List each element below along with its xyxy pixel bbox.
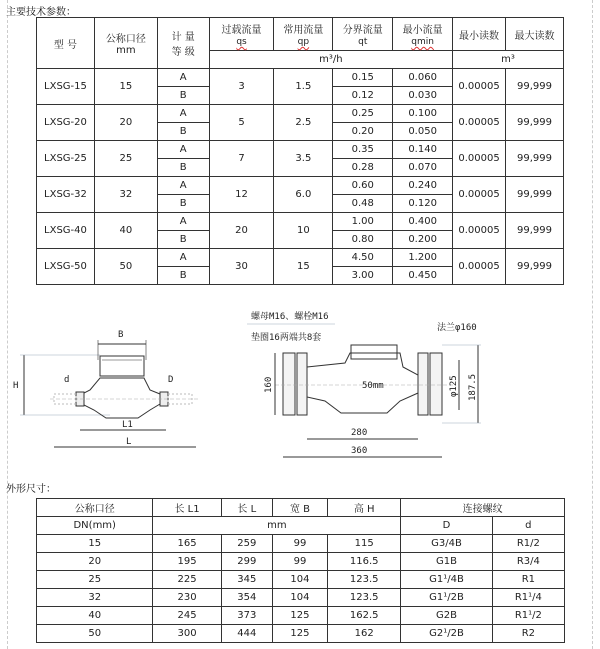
bolt-note: 螺母M16、螺栓M16 (251, 312, 329, 322)
cell-class: A (157, 213, 209, 231)
cell-dn: 32 (94, 177, 157, 213)
header-transition-flow: 分界流量 qt (333, 18, 393, 51)
flanged-meter-diagram (215, 305, 485, 470)
label-b: B (118, 330, 124, 340)
cell-h: 123.5 (328, 589, 401, 607)
cell-max-reading: 99,999 (506, 141, 564, 177)
cell-transition-flow: 0.20 (333, 123, 393, 141)
cell-class: B (157, 231, 209, 249)
cell-min-flow: 0.100 (393, 105, 453, 123)
left-margin-guide (7, 0, 8, 649)
label-phi125: φ125 (449, 375, 459, 397)
label-l: L (126, 437, 132, 447)
cell-min-flow: 1.200 (393, 249, 453, 267)
cell-class: B (157, 123, 209, 141)
cell-b: 125 (272, 625, 327, 643)
table-row (37, 141, 564, 159)
cell-common-flow: 6.0 (274, 177, 333, 213)
cell-min-flow: 0.070 (393, 159, 453, 177)
cell-dn: 20 (94, 105, 157, 141)
cell-d: R1/2 (492, 535, 564, 553)
cell-l: 373 (221, 607, 272, 625)
cell-h: 162.5 (328, 607, 401, 625)
table-row (37, 553, 565, 571)
cell-max-reading: 99,999 (506, 249, 564, 285)
cell-d: R1 (492, 571, 564, 589)
cell-b: 99 (272, 553, 327, 571)
cell-model: LXSG-20 (37, 105, 95, 141)
cell-model: LXSG-25 (37, 141, 95, 177)
flange-note: 法兰φ160 (437, 323, 477, 333)
cell-class: A (157, 69, 209, 87)
cell-min-flow: 0.120 (393, 195, 453, 213)
cell-min-reading: 0.00005 (453, 105, 506, 141)
cell-overload-flow: 20 (209, 213, 274, 249)
cell-transition-flow: 0.60 (333, 177, 393, 195)
table-row (37, 213, 564, 231)
cell-min-flow: 0.400 (393, 213, 453, 231)
label-360: 360 (351, 446, 368, 456)
header-model: 型 号 (37, 18, 95, 69)
cell-h: 123.5 (328, 571, 401, 589)
label-h: H (13, 381, 19, 391)
cell-overload-flow: 5 (209, 105, 274, 141)
cell-min-flow: 0.450 (393, 267, 453, 285)
cell-b: 125 (272, 607, 327, 625)
cell-min-reading: 0.00005 (453, 249, 506, 285)
cell-D: G2B (401, 607, 492, 625)
cell-transition-flow: 3.00 (333, 267, 393, 285)
header-dn-unit: DN(mm) (37, 517, 153, 535)
left-flange (283, 353, 295, 415)
dimensions-table (36, 498, 565, 643)
cell-min-flow: 0.060 (393, 69, 453, 87)
table-row (37, 571, 565, 589)
table-row (37, 105, 564, 123)
cell-d: R1¹/2 (492, 607, 564, 625)
meter-body (82, 378, 160, 418)
cell-transition-flow: 4.50 (333, 249, 393, 267)
cell-overload-flow: 7 (209, 141, 274, 177)
cell-h: 116.5 (328, 553, 401, 571)
cell-dn: 15 (37, 535, 153, 553)
cell-d: R1¹/4 (492, 589, 564, 607)
cell-min-reading: 0.00005 (453, 213, 506, 249)
cell-min-flow: 0.140 (393, 141, 453, 159)
cell-b: 104 (272, 589, 327, 607)
cell-l1: 245 (153, 607, 221, 625)
header-reading-unit: m³ (453, 51, 564, 69)
cell-min-reading: 0.00005 (453, 177, 506, 213)
header-min-reading: 最小读数 (453, 18, 506, 51)
cell-D: G1B (401, 553, 492, 571)
cell-common-flow: 10 (274, 213, 333, 249)
cell-dn: 25 (37, 571, 153, 589)
cell-transition-flow: 0.48 (333, 195, 393, 213)
header-max-reading: 最大读数 (506, 18, 564, 51)
cell-common-flow: 2.5 (274, 105, 333, 141)
header-overload-flow: 过载流量 qs (209, 18, 274, 51)
cell-max-reading: 99,999 (506, 213, 564, 249)
section-title-tech-params: 主要技术参数： (6, 7, 76, 18)
cell-dn: 40 (37, 607, 153, 625)
label-l1: L1 (122, 420, 133, 430)
cell-overload-flow: 12 (209, 177, 274, 213)
cell-class: B (157, 87, 209, 105)
cell-l1: 300 (153, 625, 221, 643)
cell-common-flow: 15 (274, 249, 333, 285)
cell-min-reading: 0.00005 (453, 69, 506, 105)
cell-dn: 40 (94, 213, 157, 249)
cell-min-flow: 0.200 (393, 231, 453, 249)
cell-min-flow: 0.240 (393, 177, 453, 195)
header-d: d (492, 517, 564, 535)
header-l1: 长 L1 (153, 499, 221, 517)
register-box (100, 356, 144, 376)
cell-transition-flow: 0.80 (333, 231, 393, 249)
cell-l: 354 (221, 589, 272, 607)
cell-model: LXSG-50 (37, 249, 95, 285)
cell-model: LXSG-32 (37, 177, 95, 213)
cell-transition-flow: 0.25 (333, 105, 393, 123)
cell-dn: 50 (37, 625, 153, 643)
table-row (37, 607, 565, 625)
cell-D: G2¹/2B (401, 625, 492, 643)
cell-min-flow: 0.050 (393, 123, 453, 141)
header-nominal: 公称口径 (37, 499, 153, 517)
cell-class: B (157, 195, 209, 213)
cell-b: 99 (272, 535, 327, 553)
label-d-large: D (168, 375, 174, 385)
cell-l1: 230 (153, 589, 221, 607)
cell-d: R3/4 (492, 553, 564, 571)
cell-class: B (157, 267, 209, 285)
cell-dn: 50 (94, 249, 157, 285)
table-row (37, 249, 564, 267)
header-flow-unit: m³/h (209, 51, 452, 69)
table-row (37, 69, 564, 87)
cell-transition-flow: 0.35 (333, 141, 393, 159)
cell-transition-flow: 0.15 (333, 69, 393, 87)
cell-D: G3/4B (401, 535, 492, 553)
cell-l1: 225 (153, 571, 221, 589)
header-min-flow: 最小流量 qmin (393, 18, 453, 51)
header-nominal-diameter: 公称口径 mm (94, 18, 157, 69)
flanged-register (351, 345, 397, 359)
header-l: 长 L (221, 499, 272, 517)
right-flange (418, 353, 428, 415)
cell-l: 345 (221, 571, 272, 589)
header-b: 宽 B (272, 499, 327, 517)
cell-max-reading: 99,999 (506, 69, 564, 105)
table-row (37, 535, 565, 553)
cell-d: R2 (492, 625, 564, 643)
cell-class: B (157, 159, 209, 177)
cell-h: 162 (328, 625, 401, 643)
cell-dn: 15 (94, 69, 157, 105)
cell-l: 444 (221, 625, 272, 643)
table-row (37, 177, 564, 195)
cell-transition-flow: 1.00 (333, 213, 393, 231)
cell-model: LXSG-15 (37, 69, 95, 105)
cell-l: 259 (221, 535, 272, 553)
cell-l1: 165 (153, 535, 221, 553)
cell-D: G1¹/2B (401, 589, 492, 607)
cell-min-flow: 0.030 (393, 87, 453, 105)
cell-l1: 195 (153, 553, 221, 571)
cell-common-flow: 3.5 (274, 141, 333, 177)
tech-params-table (36, 17, 564, 285)
dn-mark: 50mm (362, 381, 384, 391)
header-class: 计 量 等 级 (157, 18, 209, 69)
cell-max-reading: 99,999 (506, 105, 564, 141)
cell-transition-flow: 0.28 (333, 159, 393, 177)
header-common-flow: 常用流量 qp (274, 18, 333, 51)
label-187-5: 187.5 (468, 373, 478, 401)
washer-note: 垫圈16两端共8套 (251, 333, 322, 343)
table-row (37, 589, 565, 607)
cell-common-flow: 1.5 (274, 69, 333, 105)
section-title-dimensions: 外形尺寸： (6, 484, 56, 495)
threaded-meter-diagram (10, 320, 210, 460)
label-280: 280 (351, 428, 368, 438)
cell-dn: 20 (37, 553, 153, 571)
cell-overload-flow: 30 (209, 249, 274, 285)
cell-h: 115 (328, 535, 401, 553)
header-thread: 连接螺纹 (401, 499, 565, 517)
header-h: 高 H (328, 499, 401, 517)
cell-overload-flow: 3 (209, 69, 274, 105)
header-D: D (401, 517, 492, 535)
cell-class: A (157, 141, 209, 159)
cell-model: LXSG-40 (37, 213, 95, 249)
cell-dn: 32 (37, 589, 153, 607)
cell-max-reading: 99,999 (506, 177, 564, 213)
cell-transition-flow: 0.12 (333, 87, 393, 105)
cell-min-reading: 0.00005 (453, 141, 506, 177)
right-margin-guide (592, 0, 593, 649)
cell-class: A (157, 177, 209, 195)
cell-class: A (157, 105, 209, 123)
cell-l: 299 (221, 553, 272, 571)
header-mm: mm (153, 517, 401, 535)
cell-D: G1¹/4B (401, 571, 492, 589)
label-d-small: d (64, 375, 70, 385)
cell-dn: 25 (94, 141, 157, 177)
label-160: 160 (264, 376, 274, 393)
cell-class: A (157, 249, 209, 267)
table-row (37, 625, 565, 643)
cell-b: 104 (272, 571, 327, 589)
